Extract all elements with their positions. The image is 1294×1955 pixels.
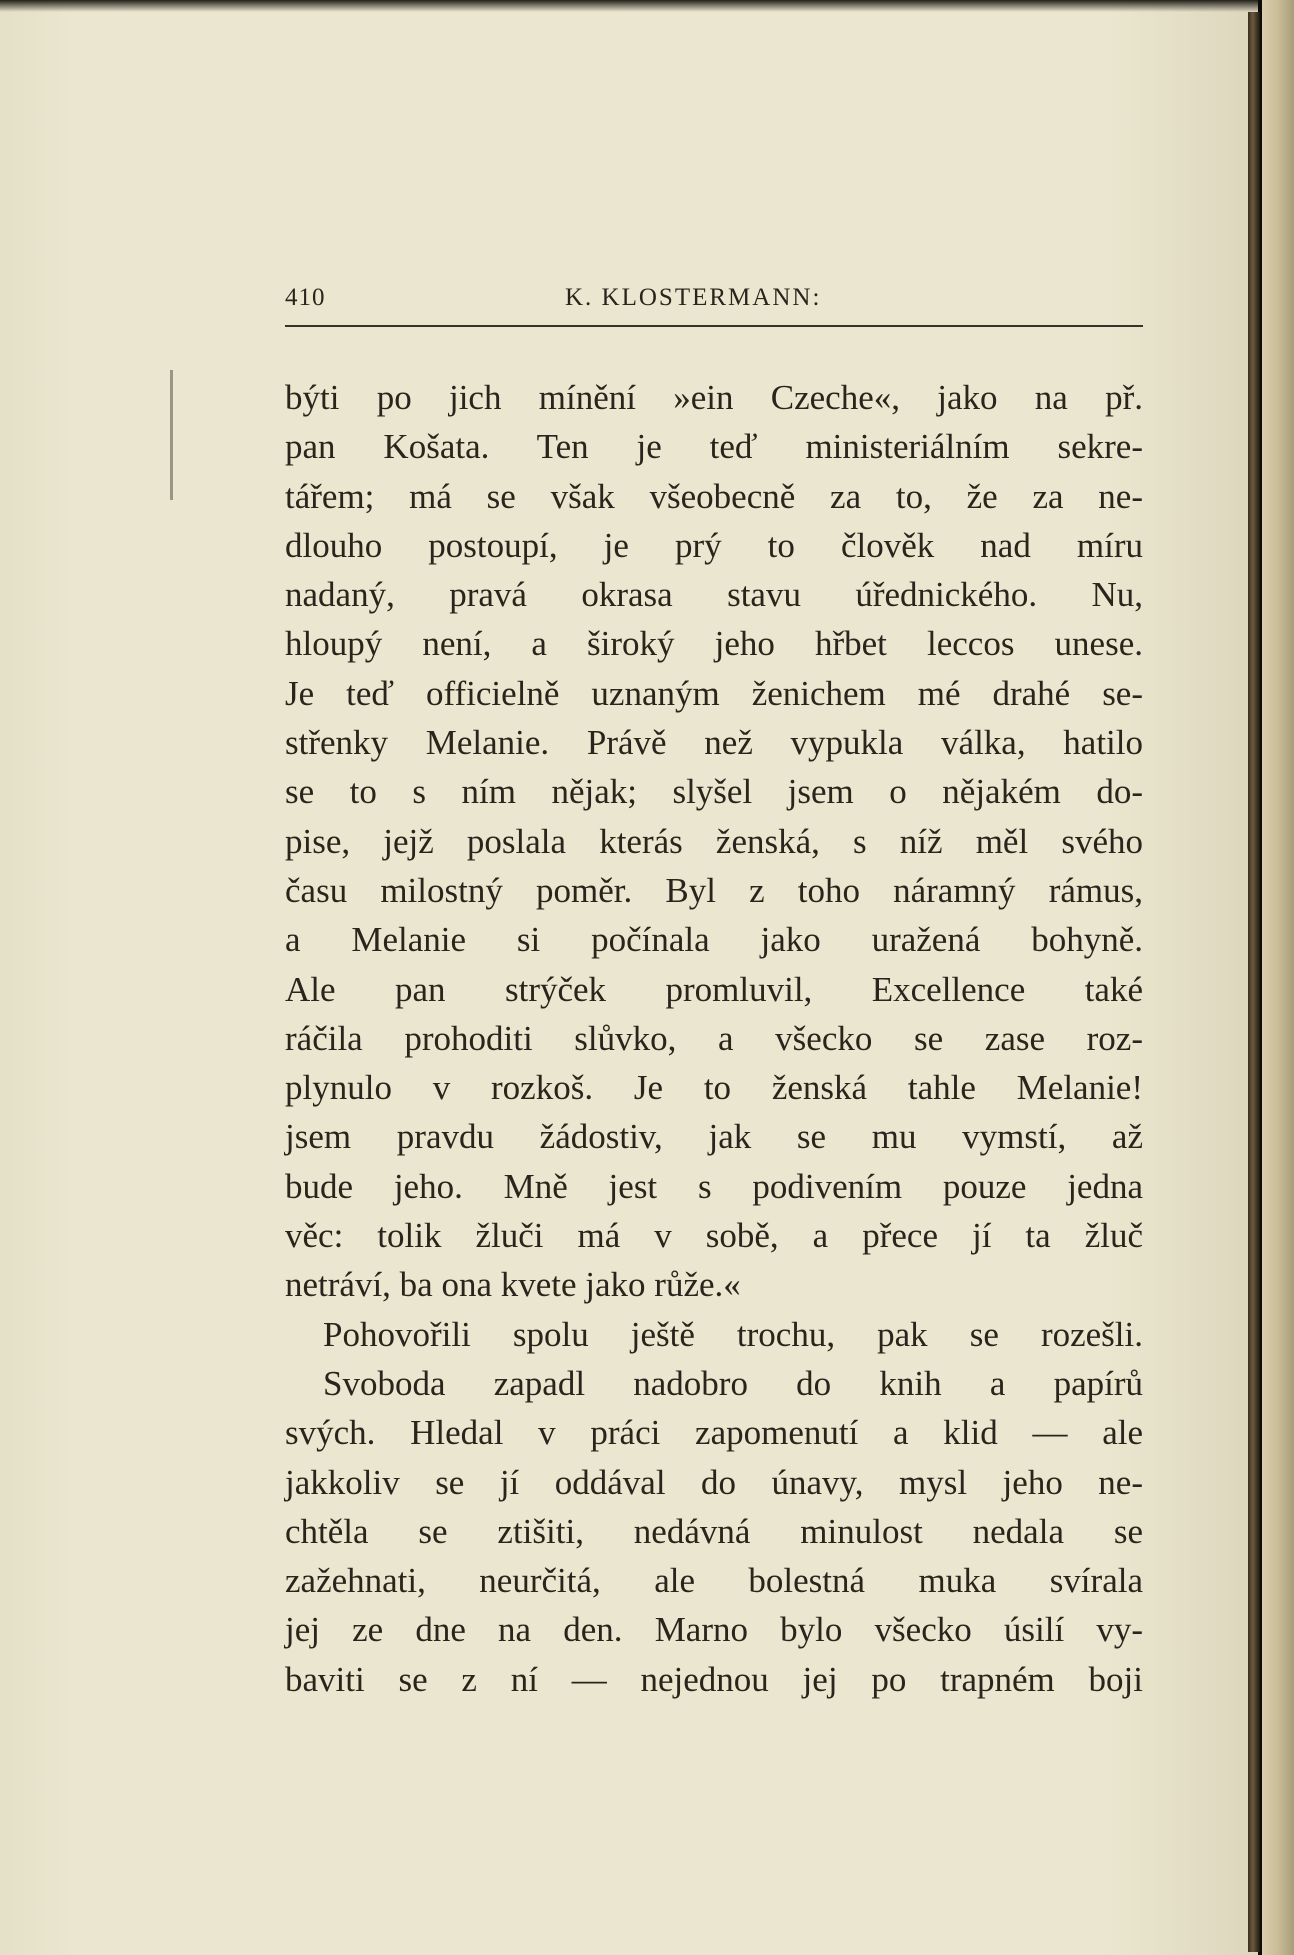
text-line: baviti se z ní — nejednou jej po trapném boji [285,1659,1143,1699]
text-line: jej ze dne na den. Marno bylo všecko úsilí vy- [285,1610,1143,1650]
text-line: času milostný poměr. Byl z toho náramný rámus, [285,870,1143,910]
page-top-shadow [0,0,1258,12]
text-line: jsem pravdu žádostiv, jak se mu vymstí, až [285,1117,1143,1157]
page-number: 410 [285,284,326,311]
running-head-author: K. KLOSTERMANN: [565,284,822,311]
text-line: tářem; má se však všeobecně za to, že za ne- [285,476,1143,516]
next-page-edge [1262,0,1294,1955]
text-line: jakkoliv se jí oddával do únavy, mysl jeho ne- [285,1462,1143,1502]
running-head [285,284,1143,324]
text-line: se to s ním nějak; slyšel jsem o nějakém do- [285,772,1143,812]
text-line: Pohovořili spolu ještě trochu, pak se rozešli. [323,1314,1143,1354]
text-line: netráví, ba ona kvete jako růže.« [285,1265,741,1305]
header-rule [285,325,1143,327]
text-line: dlouho postoupí, je prý to člověk nad míru [285,525,1143,565]
text-line: pan Košata. Ten je teď ministeriálním sekre- [285,427,1143,467]
text-line: hloupý není, a široký jeho hřbet leccos unese. [285,624,1143,664]
text-line: zažehnati, neurčitá, ale bolestná muka svírala [285,1561,1143,1601]
text-line: střenky Melanie. Právě než vypukla válka, hatilo [285,723,1143,763]
text-line: věc: tolik žluči má v sobě, a přece jí ta žluč [285,1216,1143,1256]
text-line: a Melanie si počínala jako uražená bohyně. [285,920,1143,960]
text-line: pise, jejž poslala kterás ženská, s níž měl svého [285,821,1143,861]
text-line: ráčila prohoditi slůvko, a všecko se zase roz- [285,1018,1143,1058]
text-line: svých. Hledal v práci zapomenutí a klid — ale [285,1413,1143,1453]
text-line: chtěla se ztišiti, nedávná minulost nedala se [285,1511,1143,1551]
text-line: Je teď officielně uznaným ženichem mé drahé se- [285,673,1143,713]
margin-mark [170,370,173,500]
text-line: Ale pan strýček promluvil, Excellence také [285,969,1143,1009]
book-spine-shadow [1248,12,1260,1952]
text-line: Svoboda zapadl nadobro do knih a papírů [323,1363,1143,1403]
text-line: nadaný, pravá okrasa stavu úřednického. Nu, [285,575,1143,615]
text-line: býti po jich mínění »ein Czeche«, jako na př. [285,378,1143,417]
text-line: plynulo v rozkoš. Je to ženská tahle Melanie! [285,1068,1143,1108]
text-line: bude jeho. Mně jest s podivením pouze jedna [285,1166,1143,1206]
body-text [285,373,1143,1704]
